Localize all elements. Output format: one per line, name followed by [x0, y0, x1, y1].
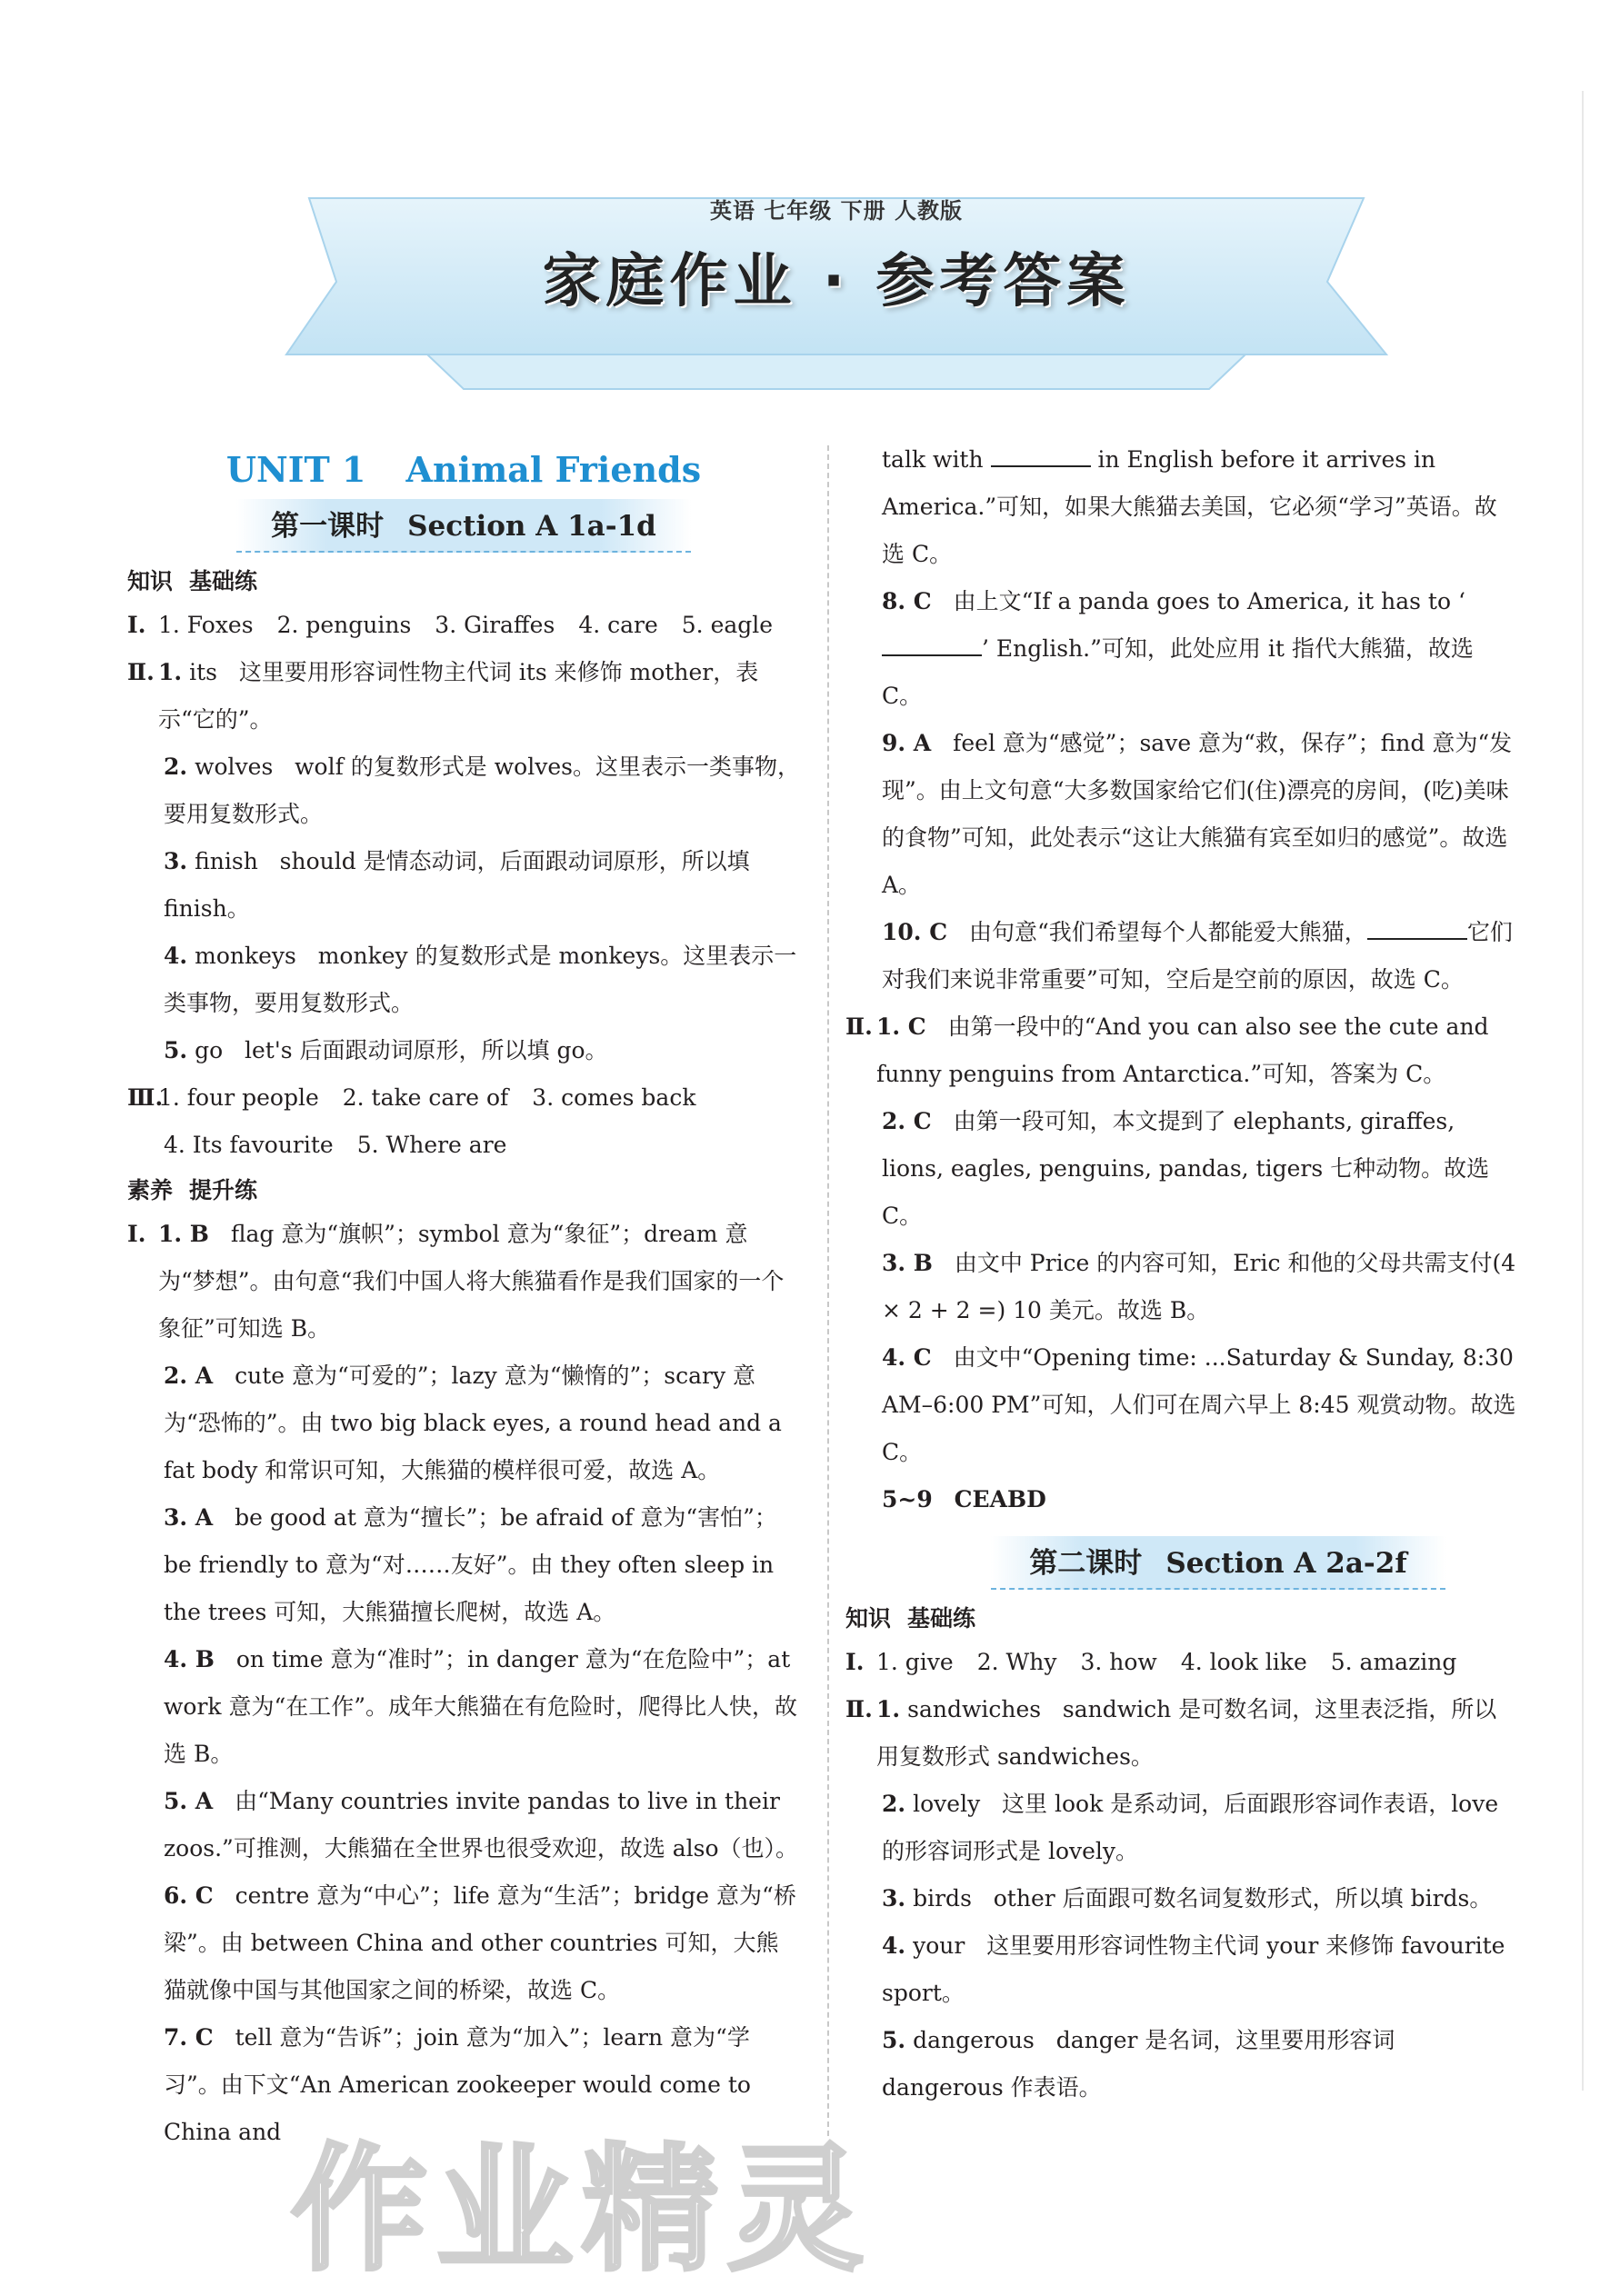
explanation: monkey 的复数形式是 monkeys。这里表示一类事物，要用复数形式。	[164, 943, 797, 1016]
answer-text	[882, 1334, 1518, 1476]
answer-word: your	[913, 1932, 965, 1959]
item-number: 4.	[882, 1932, 906, 1959]
answer-text	[882, 909, 1518, 1003]
explanation: 由文中 Price 的内容可知，Eric 和他的父母共需支付(4 × 2 + 2 =) 10 美元。故选 B。	[882, 1250, 1516, 1323]
banner-subtitle: 英语 七年级 下册 人教版	[709, 198, 964, 224]
l2-exercise-II-3	[845, 1875, 1518, 1922]
answer-text	[164, 1494, 800, 1636]
item-number: 1.	[158, 659, 183, 685]
item-number: 3. B	[882, 1250, 933, 1276]
item-number: 9. A	[882, 730, 932, 756]
page-edge-line	[1582, 91, 1584, 2091]
section-name: 基础练	[189, 568, 258, 594]
item-number: 5. A	[164, 1788, 214, 1814]
section-heading-basic	[127, 564, 800, 596]
item-number: 10. C	[882, 919, 948, 945]
cloze-4	[127, 1636, 800, 1778]
reading-4	[845, 1334, 1518, 1476]
explanation: 由第一段中的“And you can also see the cute and funny penguins from Antarctica.”可知，答案为 C。	[876, 1013, 1489, 1087]
unit-name: Animal Friends	[405, 449, 702, 490]
answer-text	[164, 933, 800, 1027]
answer-word: monkeys	[195, 943, 296, 969]
exercise-III	[127, 1074, 800, 1122]
explanation: 这里要用形容词性物主代词 your 来修饰 favourite sport。	[882, 1932, 1505, 2006]
answer: 1. Foxes	[158, 612, 254, 638]
explanation: ’ English.”可知，此处应用 it 指代大熊猫，故选 C。	[882, 635, 1474, 709]
answer: 5. amazing	[1330, 1649, 1457, 1675]
answer: 5. Where are	[356, 1132, 507, 1158]
answer-text	[164, 1636, 800, 1778]
cloze-7-continued	[845, 436, 1518, 578]
answer: 3. how	[1080, 1649, 1157, 1675]
roman-numeral: Ⅰ.	[127, 1221, 146, 1247]
answer-text	[158, 649, 800, 744]
answer-word: wolves	[195, 754, 274, 780]
reading-1	[845, 1003, 1518, 1098]
answer-word: dangerous	[913, 2027, 1035, 2053]
l2-exercise-II-5	[845, 2017, 1518, 2111]
item-number: 6. C	[164, 1882, 214, 1909]
answer-word: birds	[913, 1885, 972, 1912]
cloze-9	[845, 720, 1518, 909]
explanation: 它们对我们来说非常重要”可知，空后是空前的原因，故选 C。	[882, 919, 1513, 993]
explanation: 由第一段可知，本文提到了 elephants, giraffes, lions, eagles, penguins, pandas, tigers 七种动物。故选 C。	[882, 1108, 1490, 1229]
answer: 3. comes back	[532, 1084, 696, 1111]
cloze-2	[127, 1353, 800, 1494]
answer: 5. eagle	[681, 612, 774, 638]
answer-text	[882, 578, 1518, 720]
answer-word: lovely	[913, 1791, 981, 1817]
roman-numeral: Ⅲ.	[127, 1084, 164, 1111]
explanation: 这里要用形容词性物主代词 its 来修饰 mother，表示“它的”。	[158, 659, 759, 733]
l2-exercise-II-1	[845, 1686, 1518, 1781]
blank-line	[882, 636, 982, 656]
blank-line	[991, 447, 1091, 467]
unit-label: UNIT 1	[225, 449, 366, 490]
roman-numeral: Ⅱ.	[845, 1013, 873, 1040]
cloze-5	[127, 1778, 800, 1872]
item-number: 2.	[164, 754, 188, 780]
explanation: flag 意为“旗帜”；symbol 意为“象征”；dream 意为“梦想”。由句意“我们中国人将大熊猫看作是我们国家的一个象征”可知选 B。	[158, 1221, 785, 1342]
section-name: 提升练	[189, 1177, 258, 1203]
cloze-10	[845, 909, 1518, 1003]
roman-numeral: Ⅰ.	[127, 612, 146, 638]
exercise-II-1	[127, 649, 800, 744]
item-number: 2.	[882, 1791, 906, 1817]
item-number: 5~9	[882, 1486, 933, 1512]
explanation: on time 意为“准时”；in danger 意为“在危险中”；at work 意为“在工作”。成年大熊猫在有危险时，爬得比人快，故选 B。	[164, 1646, 798, 1767]
item-number: 2. A	[164, 1363, 214, 1389]
answer-text	[882, 720, 1518, 909]
answer-word: sandwiches	[907, 1696, 1042, 1722]
item-number: 4.	[164, 943, 188, 969]
item-number: 1. C	[876, 1013, 926, 1040]
item-number: 3. A	[164, 1504, 214, 1531]
explanation: centre 意为“中心”；life 意为“生活”；bridge 意为“桥梁”。由 between China and other countries 可知，大熊猫就像中国与其他国家之间的桥梁，故选 C。	[164, 1882, 796, 2003]
section-tag: 知识	[127, 568, 174, 594]
explanation: 由句意“我们希望每个人都能爱大熊猫，	[969, 919, 1367, 945]
answer-text	[876, 1686, 1518, 1781]
answer: 2. penguins	[276, 612, 412, 638]
explanation: talk with	[882, 446, 984, 473]
answer: 4. care	[578, 612, 658, 638]
explanation: 由上文“If a panda goes to America, it has to ‘	[953, 588, 1465, 614]
exercise-I	[127, 602, 800, 649]
lesson-heading-1	[236, 499, 691, 553]
cloze-8	[845, 578, 1518, 720]
item-number: 8. C	[882, 588, 932, 614]
section-tag: 素养	[127, 1177, 174, 1203]
explanation: wolf 的复数形式是 wolves。这里表示一类事物，要用复数形式。	[164, 754, 800, 827]
answer-text	[882, 2017, 1518, 2111]
lesson-section: Section A 1a-1d	[407, 510, 656, 543]
answer: 2. Why	[976, 1649, 1057, 1675]
answer-row	[876, 1639, 1518, 1686]
answer-text	[882, 1875, 1518, 1922]
item-number: 4. C	[882, 1344, 932, 1371]
page-title: 家庭作业 · 参考答案	[542, 248, 1131, 315]
lesson-heading-2	[991, 1536, 1445, 1590]
item-number: 4. B	[164, 1646, 215, 1672]
column-divider	[827, 445, 829, 2136]
explanation: cute 意为“可爱的”；lazy 意为“懒惰的”；scary 意为“恐怖的”。由 two big black eyes, a round head and a fat body 和常识可知，大熊猫的模样很可爱，故选 A。	[164, 1363, 782, 1483]
reading-2	[845, 1098, 1518, 1240]
section-heading-advanced	[127, 1173, 800, 1205]
answer: 4. Its favourite	[164, 1132, 334, 1158]
explanation: feel 意为“感觉”；save 意为“救，保存”；find 意为“发现”。由上文句意“大多数国家给它们(住)漂亮的房间，(吃)美味的食物”可知，此处表示“这让大熊猫有宾至如归的感觉”。故选 A。	[882, 730, 1513, 898]
cloze-6	[127, 1872, 800, 2014]
answer: 2. take care of	[342, 1084, 509, 1111]
section-name: 基础练	[907, 1605, 976, 1632]
exercise-II-5	[127, 1027, 800, 1074]
answer-word: CEABD	[954, 1486, 1046, 1512]
lesson-label: 第二课时	[1029, 1547, 1143, 1580]
explanation: should 是情态动词，后面跟动词原形，所以填 finish。	[164, 848, 750, 922]
section-heading-basic-2	[845, 1601, 1518, 1633]
answer-text	[164, 1027, 800, 1074]
header-banner	[273, 173, 1400, 395]
answer-text	[882, 1098, 1518, 1240]
roman-numeral: Ⅱ.	[127, 659, 155, 685]
answer-text	[158, 1211, 800, 1353]
cloze-3	[127, 1494, 800, 1636]
item-number: 3.	[882, 1885, 906, 1912]
answer-text	[164, 1353, 800, 1494]
answer-row	[158, 602, 800, 649]
item-number: 1.	[876, 1696, 901, 1722]
explanation: 由文中“Opening time: ...Saturday & Sunday, 8:30 AM–6:00 PM”可知，人们可在周六早上 8:45 观赏动物。故选 C。	[882, 1344, 1516, 1465]
explanation: sandwich 是可数名词，这里表泛指，所以用复数形式 sandwiches。	[876, 1696, 1497, 1770]
answer: 3. Giraffes	[435, 612, 555, 638]
answer-text	[876, 1003, 1518, 1098]
unit-heading	[127, 449, 800, 490]
explanation: in English before it arrives in America.”可知，如果大熊猫去美国，它必须“学习”英语。故选 C。	[882, 446, 1497, 567]
item-number: 3.	[164, 848, 188, 874]
explanation: let's 后面跟动词原形，所以填 go。	[245, 1037, 608, 1063]
exercise-II-4	[127, 933, 800, 1027]
answer: 4. look like	[1180, 1649, 1307, 1675]
item-number: 1. B	[158, 1221, 209, 1247]
answer-word: its	[189, 659, 217, 685]
exercise-III-row2	[127, 1122, 800, 1169]
answer: 1. four people	[158, 1084, 319, 1111]
l2-exercise-II-4	[845, 1922, 1518, 2017]
explanation: be good at 意为“擅长”；be afraid of 意为“害怕”；be friendly to 意为“对……友好”。由 they often sleep in the trees 可知，大熊猫擅长爬树，故选 A。	[164, 1504, 777, 1625]
item-number: 2. C	[882, 1108, 932, 1134]
cloze-1	[127, 1211, 800, 1353]
explanation: 这里 look 是系动词，后面跟形容词作表语，love 的形容词形式是 lovely。	[882, 1791, 1499, 1864]
answer-word: go	[195, 1037, 224, 1063]
exercise-II-2	[127, 744, 800, 838]
section-tag: 知识	[845, 1605, 892, 1632]
lesson-section: Section A 2a-2f	[1165, 1547, 1407, 1580]
answer-text	[164, 744, 800, 838]
lesson-label: 第一课时	[271, 510, 385, 543]
item-number: 5.	[882, 2027, 906, 2053]
item-number: 7. C	[164, 2024, 214, 2051]
item-number: 5.	[164, 1037, 188, 1063]
answer-text	[882, 1476, 1518, 1523]
answer-word: finish	[195, 848, 258, 874]
right-column	[845, 436, 1518, 2111]
explanation: danger 是名词，这里要用形容词 dangerous 作表语。	[882, 2027, 1395, 2101]
l2-exercise-II-2	[845, 1781, 1518, 1875]
l2-exercise-I	[845, 1639, 1518, 1686]
answer-text	[882, 1922, 1518, 2017]
explanation: tell 意为“告诉”；join 意为“加入”；learn 意为“学习”。由下文“An American zookeeper would come to China and	[164, 2024, 751, 2145]
answer-row	[158, 1074, 800, 1122]
answer-text	[882, 1781, 1518, 1875]
reading-3	[845, 1240, 1518, 1334]
roman-numeral: Ⅱ.	[845, 1696, 873, 1722]
answer-text	[882, 1240, 1518, 1334]
explanation: other 后面跟可数名词复数形式，所以填 birds。	[993, 1885, 1493, 1912]
answer-text	[164, 1872, 800, 2014]
roman-numeral: Ⅰ.	[845, 1649, 865, 1675]
answer-text	[164, 1778, 800, 1872]
blank-line	[1367, 920, 1467, 940]
explanation: 由“Many countries invite pandas to live in their zoos.”可推测，大熊猫在全世界也很受欢迎，故选 also（也）。	[164, 1788, 799, 1862]
left-column	[127, 427, 800, 2156]
answer-text	[164, 838, 800, 933]
reading-5-9	[845, 1476, 1518, 1523]
watermark-text: 作业精灵	[291, 2131, 874, 2290]
answer: 1. give	[876, 1649, 954, 1675]
exercise-II-3	[127, 838, 800, 933]
